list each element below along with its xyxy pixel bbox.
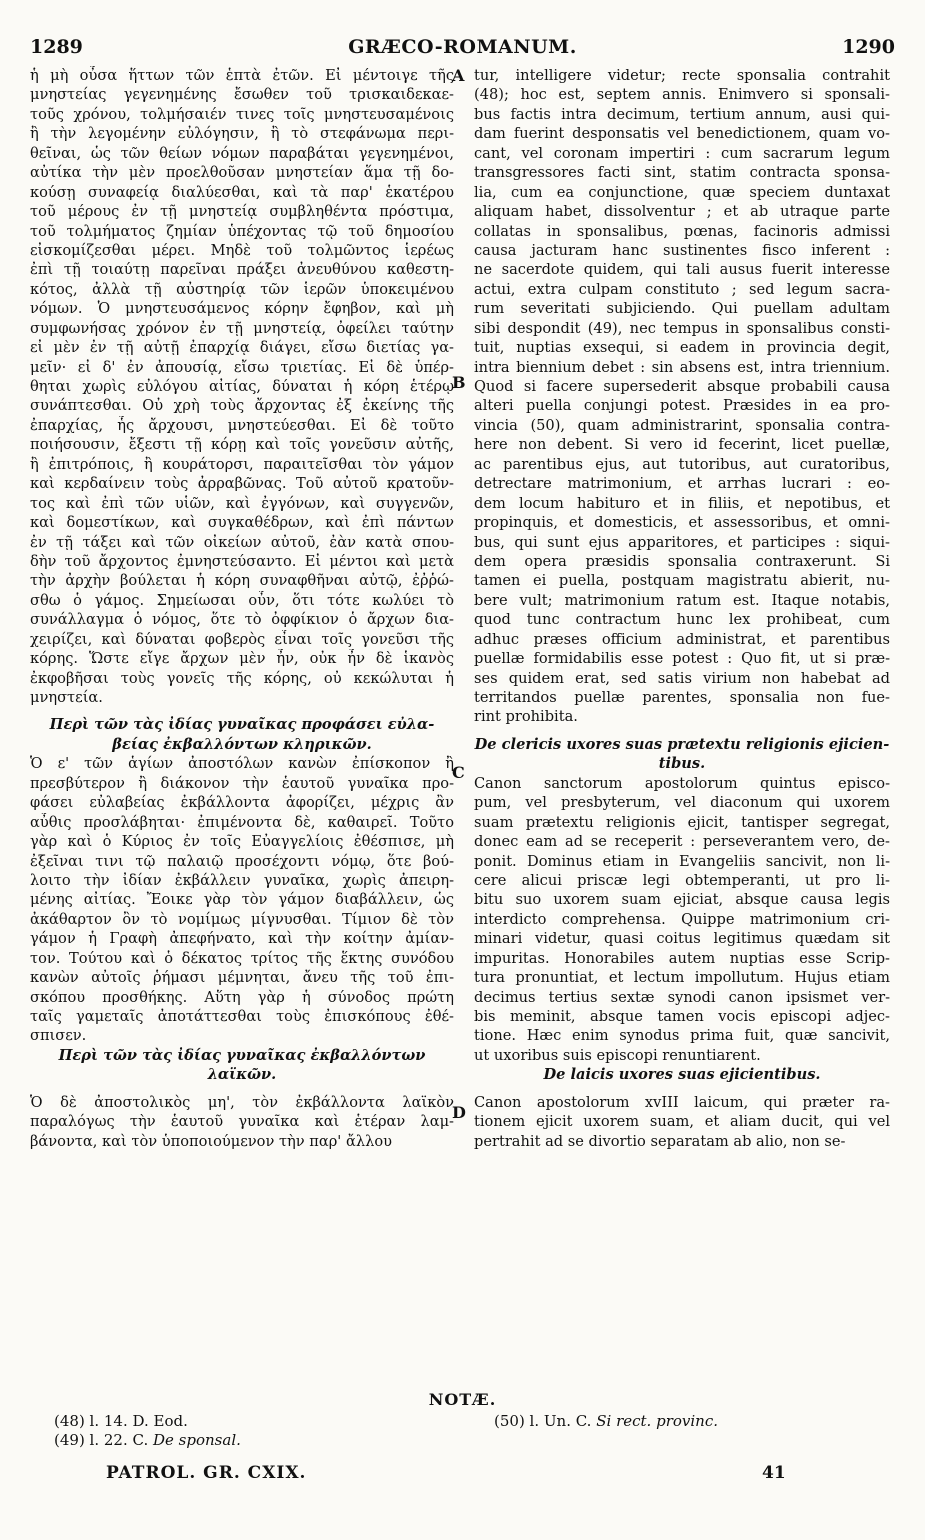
text-line: ponit. Dominus etiam in Evangeliis sancivit, non li-: [474, 852, 890, 870]
text-line: σκόπου προσθήκης. Αὕτη γὰρ ἡ σύνοδος πρώτη: [30, 988, 454, 1006]
text-line: Quod si facere supersederit absque probabili causa: [474, 378, 890, 395]
text-line: ἢ τὴν λεγομένην εὐλόγησιν, ἢ τὸ στεφάνωμα περι-: [30, 125, 454, 143]
text-line: ἐπὶ τῇ τοιαύτῃ παρεῖναι πράξει ἀνευθύνου καθεστη-: [30, 261, 454, 279]
text-line: φάσει εὐλαβείας ἐκβάλλοντα ἀφορίζει, μέχρις ἂν: [30, 794, 454, 812]
text-line: propinquis, et domesticis, et assessoribus, et omni-: [474, 514, 890, 532]
section-heading-line: De clericis uxores suas prætextu religionis ejicien-: [474, 735, 890, 753]
text-line: παραλόγως τὴν ἑαυτοῦ γυναῖκα καὶ ἑτέραν λαμ-: [30, 1113, 454, 1131]
text-line: κόρης. Ὥστε εἴγε ἄρχων μὲν ἦν, οὐκ ἦν δὲ ἱκανὸς: [30, 650, 454, 668]
text-line: τοῦ μέρους ἐν τῇ μνηστείᾳ συμβληθέντα πρόστιμα,: [30, 203, 454, 221]
text-line: εἰ μὲν ἐν τῇ αὐτῇ ἐπαρχίᾳ διάγει, εἴσω διετίας γα-: [30, 339, 454, 357]
note-48: (48) l. 14. D. Eod.: [54, 1412, 188, 1430]
text-line: tamen ei puella, postquam magistratu abierit, nu-: [474, 572, 890, 590]
text-line: detrectare matrimonium, et arrhas lucrari : eo-: [474, 475, 890, 493]
text-line: actui, extra culpam constituto ; sed legum sacra-: [474, 280, 890, 298]
text-line: ne sacerdote quidem, qui tali ausus fuerit interesse: [474, 261, 890, 279]
text-line: aliquam habet, dissolventur ; et ab utraque parte: [474, 203, 890, 221]
text-line: γὰρ καὶ ὁ Κύριος ἐν τοῖς Εὐαγγελίοις ἐθέσπισε, μὴ: [30, 833, 454, 851]
text-line: tura pronuntiat, et lectum impollutum. Hujus etiam: [474, 969, 890, 987]
text-line: δὴν τοῦ ἄρχοντος ἐμνηστεύσαντο. Εἰ μέντοι καὶ μετὰ: [30, 552, 454, 570]
text-line: bus, qui sunt ejus apparitores, et participes : siqui-: [474, 533, 890, 551]
text-line: τὴν ἀρχὴν βούλεται ἡ κόρη συναφθῆναι αὐτῷ, ἐῤῥώ-: [30, 572, 454, 590]
note-50: (50) l. Un. C. Si rect. provinc.: [494, 1412, 718, 1430]
text-line: cant, vel coronam impertiri : cum sacrarum legum: [474, 144, 890, 162]
text-line: rum severitati subjiciendo. Qui puellam adultam: [474, 300, 890, 318]
text-line: συμφωνήσας χρόνον ἐν τῇ μνηστείᾳ, ὀφείλει ταύτην: [30, 319, 454, 337]
text-line: σπισεν.: [30, 1027, 87, 1045]
text-line: ἐν τῇ τάξει καὶ τῶν οἰκείων αὐτοῦ, ἐὰν κατὰ σπου-: [30, 533, 454, 551]
text-line: lia, cum ea conjunctione, quæ speciem duntaxat: [474, 183, 890, 201]
text-line: τοῦς χρόνου, τολμήσαιέν τινες τοῖς μνηστευσαμένοις: [30, 105, 454, 123]
paragraph-gap: [474, 727, 890, 735]
text-line: μένης αἰτίας. Ἔοικε γὰρ τὸν γάμον διαβάλλειν, ὡς: [30, 891, 454, 909]
text-line: ταῖς γαμεταῖς ἀποτάττεσθαι τοὺς ἐπισκόπους ἐθέ-: [30, 1008, 454, 1025]
text-line: ut uxoribus suis episcopi renuntiarent.: [474, 1046, 761, 1064]
section-heading-line: De laicis uxores suas ejicientibus.: [543, 1066, 821, 1084]
text-line: θηται χωρὶς εὐλόγου αἰτίας, δύναται ἡ κόρη ἑτέρῳ: [30, 378, 454, 395]
text-line: transgressores facti sint, statim contracta sponsa-: [474, 164, 890, 182]
text-line: πρεσβύτερον ἢ διάκονον τὴν ἑαυτοῦ γυναῖκα προ-: [30, 774, 454, 792]
text-line: Ὁ δὲ ἀποστολικὸς μη', τὸν ἐκβάλλοντα λαϊκὸν: [30, 1093, 454, 1111]
greek-column: [30, 66, 454, 1151]
text-line: ἐπαρχίας, ἧς ἄρχουσι, μνηστεύεσθαι. Εἰ δὲ τοῦτο: [30, 416, 454, 434]
text-line: pertrahit ad se divortio separatam ab alio, non se-: [474, 1132, 846, 1150]
section-heading-line: Περὶ τῶν τὰς ἰδίας γυναῖκας προφάσει εὐλα-: [49, 716, 435, 734]
text-line: συνάλλαγμα ὁ νόμος, ὅτε τὸ ὀφφίκιον ὁ ἄρχων δια-: [30, 611, 454, 629]
text-line: cere alicui priscæ legi obtemperanti, ut pro li-: [474, 871, 890, 889]
text-line: causa jacturam hanc sustinentes fisco inferent :: [474, 241, 890, 259]
text-line: tuit, nuptias exsequi, si eadem in provincia degit,: [474, 339, 890, 357]
paragraph-gap: [30, 707, 454, 715]
text-line: ποιήσουσιν, ἔξεστι τῇ κόρῃ καὶ τοῖς γονεῦσιν αὐτῆς,: [30, 436, 454, 454]
paragraph-gap: [30, 1085, 454, 1093]
section-heading-line: Περὶ τῶν τὰς ἰδίας γυναῖκας ἐκβαλλόντων: [58, 1046, 426, 1064]
running-header: [30, 36, 895, 62]
text-line: tur, intelligere videtur; recte sponsalia contrahit: [474, 67, 890, 84]
text-line: σθω ὁ γάμος. Σημείωσαι οὖν, ὅτι τότε κωλύει τὸ: [30, 591, 454, 609]
text-line: ἡ μὴ οὖσα ἥττων τῶν ἑπτὰ ἐτῶν. Εἰ μέντοιγε τῆς: [30, 67, 454, 84]
notes-left: [54, 1412, 241, 1450]
section-marker-a: A: [452, 66, 465, 85]
text-line: θεῖναι, ὡς τῶν θείων νόμων παραβάται γεγενημένοι,: [30, 144, 454, 162]
text-line: bere vult; matrimonium ratum est. Itaque notabis,: [474, 591, 890, 609]
text-line: καὶ κερδαίνειν τοὺς ἀρραβῶνας. Τοῦ αὐτοῦ κρατοῦν-: [30, 475, 454, 493]
text-line: adhuc præses officium administrat, et parentibus: [474, 630, 890, 648]
section-marker-d: D: [452, 1103, 466, 1122]
text-line: ἀκάθαρτον ὂν τὸ νομίμως μίγνυσθαι. Τίμιον δὲ τὸν: [30, 910, 454, 928]
text-line: βάνοντα, καὶ τὸν ὑποποιούμενον τὴν παρ' ἄλλου: [30, 1132, 392, 1150]
section-marker-b: B: [452, 373, 466, 392]
text-line: rint prohibita.: [474, 708, 578, 726]
text-line: pum, vel presbyterum, vel diaconum qui uxorem: [474, 794, 890, 812]
section-heading-line: tibus.: [658, 755, 706, 773]
text-line: Canon apostolorum xvIII laicum, qui præter ra-: [474, 1093, 890, 1111]
text-line: τος καὶ ἐπὶ τῶν υἱῶν, καὶ ἐγγόνων, καὶ συγγενῶν,: [30, 494, 454, 512]
text-line: ἐξεῖναι τινι τῷ παλαιῷ προσέχοντι νόμῳ, ὅτε βού-: [30, 852, 454, 870]
text-line: τον. Τούτου καὶ ὁ δέκατος τρίτος τῆς ἕκτης συνόδου: [30, 949, 454, 967]
text-line: ἢ ἐπιτρόποις, ἢ κουράτορσι, παραιτεῖσθαι τὸν γάμον: [30, 455, 454, 473]
text-line: dem locum habituro et in filiis, et nepotibus, et: [474, 494, 890, 512]
latin-column: [474, 66, 890, 1151]
text-line: τοῦ τολμήματος ζημίαν ὑπέχοντας τῷ τοῦ δημοσίου: [30, 222, 454, 240]
text-line: interdicto comprehensa. Quippe matrimonium cri-: [474, 910, 890, 928]
footer-series: PATROL. GR. CXIX.: [106, 1463, 307, 1483]
text-line: dem opera præsidis sponsalia contraxerunt. Si: [474, 552, 890, 570]
text-line: minari videtur, quasi coitus legitimus quædam sit: [474, 930, 890, 948]
text-line: κανὼν αὐτοῖς ῥήμασι μέμνηται, ἄνευ τῆς τοῦ ἐπι-: [30, 969, 454, 987]
text-line: αὖθις προσλάβηται· ἐπιμένοντα δὲ, καθαιρεῖ. Τοῦτο: [30, 813, 454, 831]
text-line: bus factis intra decimum, tertium annum, ausi qui-: [474, 105, 890, 123]
text-line: (48); hoc est, septem annis. Enimvero si sponsali-: [474, 86, 890, 104]
text-line: λοιτο τὴν ἰδίαν ἐκβάλλειν γυναῖκα, χωρὶς ἀπειρη-: [30, 871, 454, 889]
text-line: decimus tertius sextæ synodi canon ipsismet ver-: [474, 988, 890, 1006]
text-line: μεῖν· εἰ δ' ἐν ἀπουσίᾳ, εἴσω τριετίας. Εἰ δὲ ὑπέρ-: [30, 358, 454, 376]
text-line: γάμον ἡ Γραφὴ ἀπεφήνατο, καὶ τὴν κοίτην ἀμίαν-: [30, 930, 454, 948]
text-line: μνηστείας γεγενημένης ἔσωθεν τοῦ τρισκαιδεκαε-: [30, 86, 454, 104]
text-line: alteri puella conjungi potest. Præsides in ea pro-: [474, 397, 890, 415]
text-line: καὶ δομεστίκων, καὶ συγκαθέδρων, καὶ ἐπὶ πάντων: [30, 514, 454, 532]
section-marker-c: C: [452, 763, 465, 782]
text-line: bis meminit, absque tamen vocis episcopi adjec-: [474, 1008, 890, 1025]
paragraph-gap: [474, 1085, 890, 1093]
text-line: tionem ejicit uxorem suam, et aliam ducit, qui vel: [474, 1113, 890, 1131]
text-line: ἐκφοβῆσαι τοὺς γονεῖς τῆς κόρης, οὐ κεκώλυται ἡ: [30, 669, 454, 687]
text-line: puellæ formidabilis esse potest : Quo fit, ut si præ-: [474, 650, 890, 668]
text-line: intra biennium debet : sin absens est, intra triennium.: [474, 358, 890, 376]
section-heading-line: λαϊκῶν.: [207, 1066, 277, 1084]
text-line: donec eam ad se receperit : perseverantem vero, de-: [474, 833, 890, 851]
note-49: (49) l. 22. C. De sponsal.: [54, 1431, 241, 1449]
text-line: suam prætextu religionis ejicit, tantisper segregat,: [474, 813, 890, 831]
text-line: Canon sanctorum apostolorum quintus episco-: [474, 774, 890, 792]
text-line: νόμων. Ὁ μνηστευσάμενος κόρην ἔφηβον, καὶ μὴ: [30, 300, 454, 318]
text-line: Ὁ ε' τῶν ἁγίων ἀποστόλων κανὼν ἐπίσκοπον ἢ: [30, 755, 454, 773]
running-title: GRÆCO-ROMANUM.: [348, 36, 577, 58]
page-number-right: 1290: [842, 36, 895, 58]
text-line: κότος, ἀλλὰ τῇ αὐστηρίᾳ τῶν ἱερῶν ὑποκειμένου: [30, 280, 454, 298]
text-line: κούσῃ συναφείᾳ διαλύεσθαι, καὶ τὰ παρ' ἑκατέρου: [30, 183, 454, 201]
text-line: dam fuerint desponsatis vel benedictionem, quam vo-: [474, 125, 890, 143]
text-line: μνηστεία.: [30, 689, 103, 706]
text-line: αὐτίκα τὴν μὲν προελθοῦσαν μνηστείαν ἅμα τῇ δο-: [30, 164, 454, 182]
text-line: collatas in sponsalibus, pœnas, facinoris admissi: [474, 222, 890, 240]
text-line: εἰσκομίζεσθαι μέρει. Μηδὲ τοῦ τολμῶντος ἱερέως: [30, 241, 454, 259]
text-line: sibi despondit (49), nec tempus in sponsalibus consti-: [474, 319, 890, 337]
text-line: χειρίζει, καὶ δύναται φοβερὸς εἶναι τοῖς γονεῦσι τῆς: [30, 630, 454, 648]
notes-right: [494, 1412, 718, 1431]
text-line: ac parentibus ejus, aut tutoribus, aut curatoribus,: [474, 455, 890, 473]
footer-sheet-number: 41: [762, 1463, 786, 1483]
text-line: quod tunc contractum hunc lex prohibeat, cum: [474, 611, 890, 629]
text-line: vincia (50), quam administrarint, sponsalia contra-: [474, 416, 890, 434]
text-line: territandos puellæ parentes, sponsalia non fue-: [474, 689, 890, 706]
notes-title: NOTÆ.: [428, 1390, 497, 1409]
page-number-left: 1289: [30, 36, 83, 58]
text-line: here non debent. Si vero id fecerint, licet puellæ,: [474, 436, 890, 454]
text-line: impuritas. Honorabiles autem nuptias esse Scrip-: [474, 949, 890, 967]
text-line: συνάπτεσθαι. Οὐ χρὴ τοὺς ἄρχοντας ἐξ ἐκείνης τῆς: [30, 397, 454, 415]
text-line: bitu suo uxorem suam ejiciat, absque causa legis: [474, 891, 890, 909]
section-heading-line: βείας ἐκβαλλόντων κληρικῶν.: [112, 735, 372, 753]
text-line: tione. Hæc enim synodus prima fuit, quæ sancivit,: [474, 1027, 890, 1045]
text-line: ses quidem erat, sed satis virium non habebat ad: [474, 669, 890, 687]
